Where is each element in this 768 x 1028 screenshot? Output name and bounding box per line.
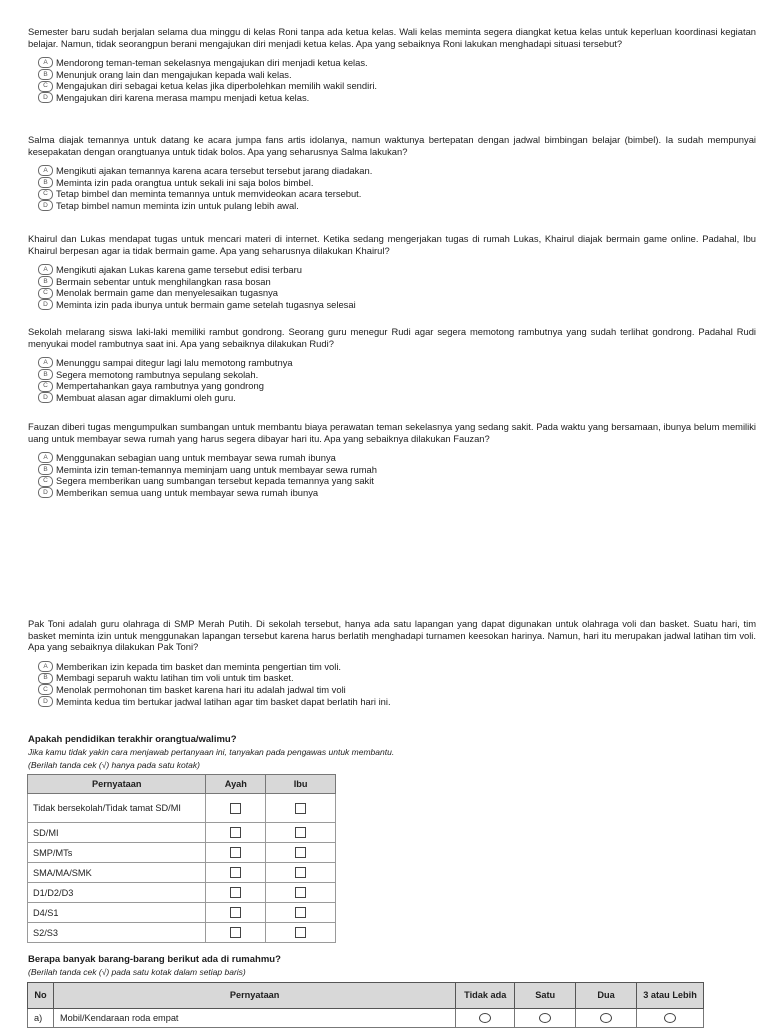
- mother-checkbox[interactable]: [295, 907, 306, 918]
- table-row: [28, 823, 336, 843]
- option-letter-badge: D: [38, 299, 53, 310]
- header-three-or-more: 3 atau Lebih: [637, 983, 704, 1009]
- option-text: Memberikan semua uang untuk membayar sewa rumah ibunya: [56, 486, 319, 498]
- option-text: Menolak bermain game dan menyelesaikan tugasnya: [56, 287, 279, 299]
- option-text: Meminta izin pada ibunya untuk bermain game setelah tugasnya selesai: [56, 298, 356, 310]
- option-text: Segera memotong rambutnya sepulang sekolah.: [56, 368, 259, 380]
- option-c[interactable]: [38, 475, 756, 487]
- question-4: [28, 326, 756, 404]
- option-letter-badge: B: [38, 369, 53, 380]
- header-one: Satu: [515, 983, 576, 1009]
- radio-two[interactable]: [600, 1013, 612, 1023]
- items-check-note: (Berilah tanda cek (√) pada satu kotak dalam setiap baris): [28, 967, 246, 977]
- option-list: [38, 357, 756, 403]
- option-b[interactable]: [38, 69, 756, 81]
- option-d[interactable]: [38, 299, 756, 311]
- table-row: [28, 794, 336, 823]
- mother-checkbox[interactable]: [295, 827, 306, 838]
- header-no: No: [28, 983, 54, 1009]
- radio-cell: [576, 1009, 637, 1028]
- option-letter-badge: A: [38, 452, 53, 463]
- mother-checkbox[interactable]: [295, 847, 306, 858]
- option-text: Membuat alasan agar dimaklumi oleh guru.: [56, 391, 236, 403]
- checkbox-cell: [206, 923, 266, 943]
- option-text: Mengajukan diri karena merasa mampu menjadi ketua kelas.: [56, 91, 310, 103]
- option-letter-badge: C: [38, 81, 53, 92]
- option-text: Menolak permohonan tim basket karena hari itu adalah jadwal tim voli: [56, 683, 346, 695]
- option-text: Bermain sebentar untuk menghilangkan rasa bosan: [56, 275, 271, 287]
- option-letter-badge: A: [38, 661, 53, 672]
- option-letter-badge: B: [38, 177, 53, 188]
- question-5: [28, 421, 756, 499]
- option-list: [38, 452, 756, 498]
- checkbox-cell: [266, 903, 336, 923]
- option-letter-badge: C: [38, 476, 53, 487]
- header-father: Ayah: [206, 775, 266, 794]
- radio-cell: [515, 1009, 576, 1028]
- option-letter-badge: D: [38, 200, 53, 211]
- checkbox-cell: [206, 794, 266, 823]
- option-a[interactable]: [38, 357, 756, 369]
- row-label: Mobil/Kendaraan roda empat: [53, 1009, 455, 1028]
- option-text: Menunjuk orang lain dan mengajukan kepada wali kelas.: [56, 68, 292, 80]
- option-text: Mengikuti ajakan temannya karena acara tersebut tersebut jarang diadakan.: [56, 165, 373, 177]
- checkbox-cell: [206, 823, 266, 843]
- checkbox-cell: [266, 794, 336, 823]
- option-letter-badge: B: [38, 464, 53, 475]
- option-letter-badge: A: [38, 264, 53, 275]
- items-section-title: Berapa banyak barang-barang berikut ada di rumahmu?: [28, 954, 281, 965]
- option-letter-badge: A: [38, 357, 53, 368]
- option-letter-badge: C: [38, 288, 53, 299]
- row-label: S2/S3: [28, 923, 206, 943]
- option-text: Tetap bimbel namun meminta izin untuk pulang lebih awal.: [56, 199, 299, 211]
- option-list: [38, 264, 756, 310]
- option-letter-badge: D: [38, 92, 53, 103]
- option-letter-badge: C: [38, 189, 53, 200]
- question-stem: Khairul dan Lukas mendapat tugas untuk mencari materi di internet. Ketika sedang mengerjakan tugas di rumah Lukas, Khairul diajak bermain game online. Padahal, Ibu Khairul berpesan agar ia tidak bermain game. Apa yang seharusnya dilakukan Khairul?: [28, 233, 756, 256]
- option-d[interactable]: [38, 392, 756, 404]
- option-text: Menggunakan sebagian uang untuk membayar sewa rumah ibunya: [56, 452, 336, 464]
- question-3: [28, 233, 756, 311]
- option-text: Meminta izin pada orangtua untuk sekali ini saja bolos bimbel.: [56, 176, 314, 188]
- table-header-row: [28, 775, 336, 794]
- question-stem: Pak Toni adalah guru olahraga di SMP Merah Putih. Di sekolah tersebut, hanya ada satu lapangan yang dapat digunakan untuk olahraga voli dan basket. Suatu hari, tim basket meminta izin untuk menggunakan lapangan tersebut karena harus berlatih menghadapi turnamen keesokan harinya. Namun, hari itu merupakan jadwal latihan tim voli. Apa yang sebaiknya dilakukan Pak Toni?: [28, 618, 756, 653]
- radio-cell: [456, 1009, 515, 1028]
- table-row: [28, 863, 336, 883]
- option-text: Mendorong teman-teman sekelasnya mengajukan diri menjadi ketua kelas.: [56, 57, 368, 69]
- option-text: Memberikan izin kepada tim basket dan meminta pengertian tim voli.: [56, 660, 342, 672]
- option-c[interactable]: [38, 188, 756, 200]
- table-row: [28, 923, 336, 943]
- father-checkbox[interactable]: [230, 867, 241, 878]
- option-letter-badge: B: [38, 276, 53, 287]
- question-2: [28, 134, 756, 212]
- option-a[interactable]: [38, 57, 756, 69]
- checkbox-cell: [206, 903, 266, 923]
- option-a[interactable]: [38, 452, 756, 464]
- father-checkbox[interactable]: [230, 803, 241, 814]
- header-mother: Ibu: [266, 775, 336, 794]
- option-text: Mengajukan diri sebagai ketua kelas jika diperbolehkan memilih wakil sendiri.: [56, 80, 378, 92]
- mother-checkbox[interactable]: [295, 803, 306, 814]
- row-label: SMP/MTs: [28, 843, 206, 863]
- checkbox-cell: [266, 883, 336, 903]
- mother-checkbox[interactable]: [295, 867, 306, 878]
- table-header-row: [28, 983, 704, 1009]
- father-checkbox[interactable]: [230, 887, 241, 898]
- header-statement: Pernyataan: [28, 775, 206, 794]
- option-c[interactable]: [38, 684, 756, 696]
- option-letter-badge: A: [38, 165, 53, 176]
- header-statement: Pernyataan: [53, 983, 455, 1009]
- option-d[interactable]: [38, 92, 756, 104]
- option-letter-badge: D: [38, 696, 53, 707]
- option-letter-badge: C: [38, 684, 53, 695]
- education-table: [27, 774, 336, 943]
- row-label: SMA/MA/SMK: [28, 863, 206, 883]
- option-c[interactable]: [38, 287, 756, 299]
- education-check-note: (Berilah tanda cek (√) hanya pada satu kotak): [28, 760, 200, 770]
- option-d[interactable]: [38, 696, 756, 708]
- father-checkbox[interactable]: [230, 847, 241, 858]
- option-list: [38, 165, 756, 211]
- option-letter-badge: B: [38, 69, 53, 80]
- radio-three-or-more[interactable]: [664, 1013, 676, 1023]
- option-list: [38, 661, 756, 707]
- option-letter-badge: D: [38, 487, 53, 498]
- option-a[interactable]: [38, 165, 756, 177]
- option-letter-badge: A: [38, 57, 53, 68]
- option-text: Meminta kedua tim bertukar jadwal latihan agar tim basket dapat berlatih hari ini.: [56, 695, 391, 707]
- mother-checkbox[interactable]: [295, 927, 306, 938]
- table-row: [28, 903, 336, 923]
- option-letter-badge: D: [38, 392, 53, 403]
- option-text: Menunggu sampai ditegur lagi lalu memotong rambutnya: [56, 357, 293, 369]
- question-stem: Fauzan diberi tugas mengumpulkan sumbangan untuk membantu biaya perawatan teman sekelasnya yang sedang sakit. Pada waktu yang bersamaan, ibunya belum memiliki uang untuk membayar sewa rumah yang harus segera dibayar hari itu. Apa yang sebaiknya dilakukan Fauzan?: [28, 421, 756, 444]
- option-b[interactable]: [38, 369, 756, 381]
- radio-none[interactable]: [479, 1013, 491, 1023]
- question-stem: Semester baru sudah berjalan selama dua minggu di kelas Roni tanpa ada ketua kelas. Wali kelas meminta segera diangkat ketua kelas untuk keperluan koordinasi kegiatan belajar. Namun, tidak seorangpun berani mengajukan diri menjadi ketua kelas. Apa yang sebaiknya Roni lakukan menghadapi situasi tersebut?: [28, 26, 756, 49]
- option-b[interactable]: [38, 672, 756, 684]
- header-two: Dua: [576, 983, 637, 1009]
- question-6: [28, 618, 756, 707]
- row-number: a): [28, 1009, 54, 1028]
- row-label: Tidak bersekolah/Tidak tamat SD/MI: [28, 794, 206, 823]
- question-1: [28, 26, 756, 104]
- household-items-table: [27, 982, 704, 1028]
- option-a[interactable]: [38, 661, 756, 673]
- option-text: Mengikuti ajakan Lukas karena game tersebut edisi terbaru: [56, 264, 302, 276]
- option-text: Segera memberikan uang sumbangan tersebut kepada temannya yang sakit: [56, 475, 374, 487]
- father-checkbox[interactable]: [230, 927, 241, 938]
- father-checkbox[interactable]: [230, 907, 241, 918]
- question-stem: Sekolah melarang siswa laki-laki memiliki rambut gondrong. Seorang guru menegur Rudi agar segera memotong rambutnya yang sudah terlihat gondrong. Padahal Rudi menyukai model rambutnya saat ini. Apa yang sebaiknya dilakukan Rudi?: [28, 326, 756, 349]
- option-text: Membagi separuh waktu latihan tim voli untuk tim basket.: [56, 672, 294, 684]
- option-b[interactable]: [38, 177, 756, 189]
- row-label: SD/MI: [28, 823, 206, 843]
- option-b[interactable]: [38, 276, 756, 288]
- checkbox-cell: [266, 923, 336, 943]
- education-section-title: Apakah pendidikan terakhir orangtua/walimu?: [28, 734, 237, 745]
- checkbox-cell: [266, 843, 336, 863]
- option-text: Mempertahankan gaya rambutnya yang gondrong: [56, 380, 264, 392]
- radio-cell: [637, 1009, 704, 1028]
- option-c[interactable]: [38, 380, 756, 392]
- checkbox-cell: [206, 843, 266, 863]
- option-b[interactable]: [38, 464, 756, 476]
- option-text: Tetap bimbel dan meminta temannya untuk memvideokan acara tersebut.: [56, 188, 362, 200]
- row-label: D1/D2/D3: [28, 883, 206, 903]
- option-text: Meminta izin teman-temannya meminjam uang untuk membayar sewa rumah: [56, 463, 377, 475]
- radio-one[interactable]: [539, 1013, 551, 1023]
- option-d[interactable]: [38, 487, 756, 499]
- education-instruction: Jika kamu tidak yakin cara menjawab pertanyaan ini, tanyakan pada pengawas untuk membantu.: [28, 747, 395, 757]
- header-none: Tidak ada: [456, 983, 515, 1009]
- option-list: [38, 57, 756, 103]
- checkbox-cell: [206, 863, 266, 883]
- table-row: [28, 883, 336, 903]
- option-a[interactable]: [38, 264, 756, 276]
- row-label: D4/S1: [28, 903, 206, 923]
- checkbox-cell: [206, 883, 266, 903]
- question-stem: Salma diajak temannya untuk datang ke acara jumpa fans artis idolanya, namun waktunya bertepatan dengan jadwal bimbingan belajar (bimbel). Ia sudah mempunyai kesepakatan dengan orangtuanya untuk tidak bolos. Apa yang seharusnya Salma lakukan?: [28, 134, 756, 157]
- option-c[interactable]: [38, 80, 756, 92]
- checkbox-cell: [266, 863, 336, 883]
- father-checkbox[interactable]: [230, 827, 241, 838]
- table-row: [28, 843, 336, 863]
- option-d[interactable]: [38, 200, 756, 212]
- option-letter-badge: B: [38, 673, 53, 684]
- checkbox-cell: [266, 823, 336, 843]
- option-letter-badge: C: [38, 381, 53, 392]
- table-row: [28, 1009, 704, 1028]
- mother-checkbox[interactable]: [295, 887, 306, 898]
